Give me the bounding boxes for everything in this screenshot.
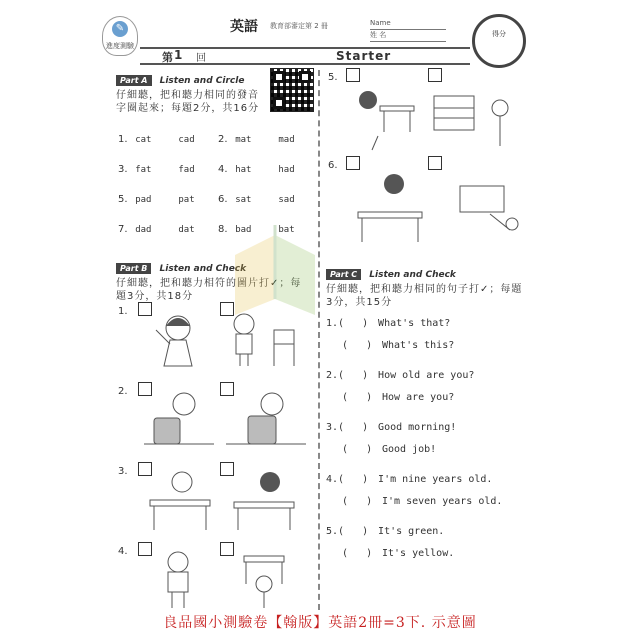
worksheet-header — [100, 14, 542, 64]
part-c-instruction: 仔細聽，把和聽力相同的句子打✓；每題3分，共15分 — [326, 284, 523, 308]
column-divider — [318, 70, 320, 610]
hand-writing-icon — [440, 174, 530, 238]
question-number: 3. — [118, 466, 128, 477]
kid-with-bag-icon — [144, 390, 214, 448]
sentence-option: It's yellow. — [382, 548, 455, 559]
word-choice[interactable]: fad — [178, 165, 195, 175]
word-choice[interactable]: fat — [135, 165, 152, 175]
part-c-option[interactable]: ( ) What's this? — [342, 340, 455, 351]
footer-caption: 良品國小測驗卷【翰版】英語2冊=3下. 示意圖 — [163, 615, 477, 631]
part-a-row: 8. bad bat — [218, 224, 418, 235]
part-a-row: 4. hat had — [218, 164, 418, 175]
part-c-option[interactable]: 1.( ) What's that? — [326, 318, 451, 329]
part-a-row: 7. dad dat — [118, 224, 318, 235]
sentence-option: Good morning! — [378, 422, 457, 433]
name-label: Name — [370, 18, 446, 30]
lesson-emblem-icon: ✎ — [112, 21, 128, 37]
word-choice[interactable]: bat — [278, 225, 295, 235]
part-a-row: 2. mat mad — [218, 134, 418, 145]
word-choice[interactable]: cad — [178, 135, 195, 145]
part-a-row: 6. sat sad — [218, 194, 418, 205]
part-b-tag: Part B — [116, 263, 151, 274]
boy-standing-icon — [148, 550, 208, 610]
library-scene-icon — [430, 86, 530, 156]
part-a-row: 5. pad pat — [118, 194, 318, 205]
girl-and-table-icon — [224, 550, 304, 610]
girl-at-desk-icon — [350, 172, 430, 244]
sentence-option: I'm nine years old. — [378, 474, 493, 485]
girl-at-table-icon — [344, 86, 424, 156]
sentence-option: Good job! — [382, 444, 437, 455]
part-c-section — [326, 262, 536, 309]
score-label: 得分 — [492, 30, 506, 38]
lesson-number: 1 — [174, 48, 183, 62]
part-b-instruction: 仔細聽，把和聽力相符的圖片打✓；每題3分，共18分 — [116, 278, 302, 302]
part-c-option[interactable]: 3.( ) Good morning! — [326, 422, 457, 433]
part-a-instruction: 仔細聽，把和聽力相同的發音字圈起來；每題2分，共16分 — [116, 90, 260, 114]
badge-text: 進度測驗 — [106, 42, 134, 50]
lesson-title-bar — [140, 47, 470, 65]
sentence-option: How old are you? — [378, 370, 475, 381]
word-choice[interactable]: cat — [135, 135, 152, 145]
check-box[interactable] — [428, 156, 442, 170]
word-choice[interactable]: bad — [235, 225, 252, 235]
qr-code-icon — [270, 68, 314, 112]
part-c-option[interactable]: 5.( ) It's green. — [326, 526, 445, 537]
question-number: 1. — [118, 306, 128, 317]
check-box[interactable] — [346, 156, 360, 170]
part-a-row: 3. fat fad — [118, 164, 318, 175]
word-choice[interactable]: dat — [178, 225, 195, 235]
part-c-option[interactable]: ( ) It's yellow. — [342, 548, 455, 559]
lesson-suffix: 回 — [196, 53, 206, 64]
lesson-prefix: 第 — [162, 51, 173, 64]
part-a-title: Listen and Circle — [159, 76, 245, 86]
check-box[interactable] — [346, 68, 360, 82]
girl-waving-icon — [140, 310, 210, 368]
sentence-option: I'm seven years old. — [382, 496, 503, 507]
word-choice[interactable]: had — [278, 165, 295, 175]
word-choice[interactable]: dad — [135, 225, 152, 235]
question-number: 5. — [328, 72, 338, 83]
check-box[interactable] — [428, 68, 442, 82]
progress-badge — [102, 16, 138, 56]
unit-title: Starter — [336, 49, 392, 63]
question-number: 4. — [118, 546, 128, 557]
question-number: 2. — [118, 386, 128, 397]
part-c-option[interactable]: 4.( ) I'm nine years old. — [326, 474, 493, 485]
kid-with-bag-icon — [226, 390, 306, 448]
seat-label: 姓 名 — [370, 30, 446, 42]
score-circle — [472, 14, 526, 68]
sentence-option: How are you? — [382, 392, 455, 403]
sentence-option: It's green. — [378, 526, 445, 537]
sentence-option: What's this? — [382, 340, 455, 351]
part-c-option[interactable]: 2.( ) How old are you? — [326, 370, 475, 381]
subject-title: 英語 — [230, 19, 258, 35]
part-a-row: 1. cat cad — [118, 134, 318, 145]
girl-at-desk-icon — [136, 470, 216, 532]
part-c-option[interactable]: ( ) Good job! — [342, 444, 437, 455]
part-b-title: Listen and Check — [159, 264, 247, 274]
part-a-tag: Part A — [116, 75, 152, 86]
word-choice[interactable]: sad — [278, 195, 295, 205]
question-number: 6. — [328, 160, 338, 171]
book-watermark-icon — [215, 215, 335, 335]
part-c-tag: Part C — [326, 269, 361, 280]
edition-label: 教育部審定第 2 冊 — [270, 22, 328, 30]
word-choice[interactable]: mad — [278, 135, 295, 145]
word-choice[interactable]: pat — [178, 195, 195, 205]
word-choice[interactable]: sat — [235, 195, 252, 205]
sentence-option: What's that? — [378, 318, 451, 329]
word-choice[interactable]: hat — [235, 165, 252, 175]
word-choice[interactable]: mat — [235, 135, 252, 145]
girl-at-desk-icon — [224, 470, 304, 532]
word-choice[interactable]: pad — [135, 195, 152, 205]
part-c-option[interactable]: ( ) I'm seven years old. — [342, 496, 503, 507]
part-c-title: Listen and Check — [369, 270, 456, 280]
name-fields — [370, 18, 446, 42]
part-c-option[interactable]: ( ) How are you? — [342, 392, 455, 403]
